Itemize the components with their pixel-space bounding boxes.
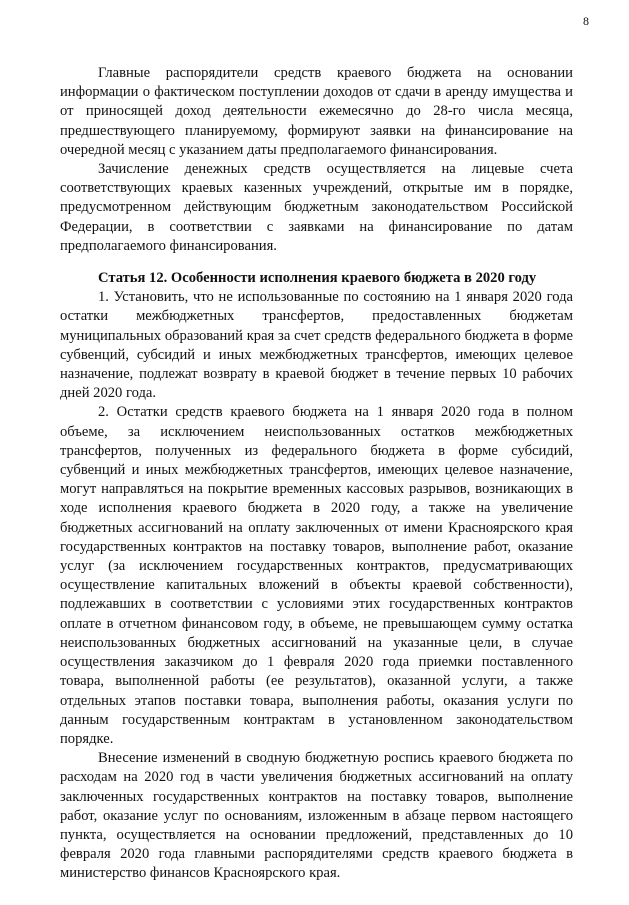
article-title: Статья 12. Особенности исполнения краевого бюджета в 2020 году: [98, 270, 537, 287]
intro-paragraph-2: Зачисление денежных средств осуществляется на лицевые счета соответствующих краевых казенных учреждений, открытые им в порядке, предусмотренном действующим бюджетным законодательством Российской Федерации, в соответствии с заявками на финансирование по датам предполагаемого финансирования.: [60, 161, 573, 254]
document-body: [60, 64, 573, 884]
intro-paragraph-1: Главные распорядители средств краевого бюджета на основании информации о фактическом поступлении доходов от сдачи в аренду имущества и от приносящей доход деятельности ежемесячно до 28-го числа месяца, предшествующего планируемому, формируют заявки на финансирование на очередной месяц с указанием даты предполагаемого финансирования.: [60, 65, 573, 158]
page-number: 8: [583, 14, 589, 28]
article-paragraph-3: Внесение изменений в сводную бюджетную роспись краевого бюджета по расходам на 2020 год в части увеличения бюджетных ассигнований на оплату заключенных государственных контрактов на поставку товаров, выполнение работ, оказание услуг по основаниям, изложенным в абзаце первом настоящего пункта, осуществляется на основании предложений, представленных до 10 февраля 2020 года главными распорядителями средств краевого бюджета в министерство финансов Красноярского края.: [60, 750, 573, 882]
article-paragraph-2: 2. Остатки средств краевого бюджета на 1 января 2020 года в полном объеме, за исключением неиспользованных остатков межбюджетных трансфертов, полученных из федерального бюджета в форме субсидий, субвенций и иных межбюджетных трансфертов, имеющих целевое назначение, могут направляться на покрытие временных кассовых разрывов, возникающих в ходе исполнения краевого бюджета в 2020 году, а также на увеличение бюджетных ассигнований на оплату заключенных от имени Красноярского края государственных контрактов на поставку товаров, выполнение работ, оказание услуг (за исключением государственных контрактов, предусматривающих осуществление капитальных вложений в объекты краевой собственности), подлежавших в соответствии с условиями этих государственных контрактов оплате в отчетном финансовом году, в объеме, не превышающем сумму остатка неиспользованных бюджетных ассигнований на указанные цели, в случае осуществления заказчиком до 1 февраля 2020 года приемки поставленного товара, выполненной работы (ее результатов), оказанной услуги, а также отдельных этапов поставки товара, выполнения работы, оказания услуги по данным государственным контрактам в установленном законодательством порядке.: [60, 404, 573, 747]
article-paragraph-1: 1. Установить, что не использованные по состоянию на 1 января 2020 года остатки межбюджетных трансфертов, предоставленных бюджетам муниципальных образований края за счет средств федерального бюджета в форме субвенций, субсидий и иных межбюджетных трансфертов, имеющих целевое назначение, подлежат возврату в краевой бюджет в течение первых 10 рабочих дней 2020 года.: [60, 289, 573, 402]
